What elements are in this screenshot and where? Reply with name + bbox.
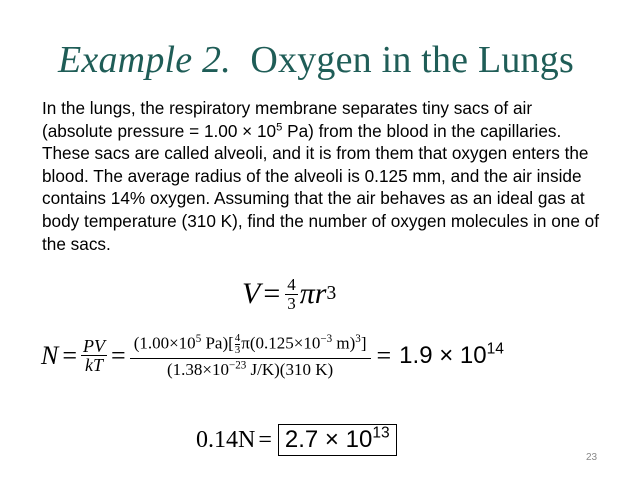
- n-equals-3: =: [376, 340, 392, 370]
- num-part-e: ]: [360, 333, 367, 353]
- final-equals: =: [258, 426, 272, 453]
- substitution-fraction: [130, 331, 371, 381]
- kt-denominator: kT: [85, 355, 104, 376]
- problem-statement: [42, 97, 602, 255]
- den-part-b: J/K)(310 K): [246, 360, 334, 379]
- n-lhs: N: [41, 340, 59, 370]
- num-part-c: π(0.125×10: [241, 333, 321, 353]
- n-result-exp: 14: [486, 340, 504, 358]
- num-exp-a: 5: [195, 332, 202, 345]
- problem-part-2: Pa) from the blood in the capillaries. These sacs are called alveoli, and it is from them that oxygen enters the blood. The average radius of the alveoli is 0.125 mm, and the air inside contains 14% oxygen. Assuming that the air behaves as an ideal gas at body temperature (310 K), find the number of oxygen molecules in one of the sacs.: [42, 120, 600, 254]
- final-answer-mantissa: 2.7 × 10: [284, 426, 373, 453]
- molecule-count-equation: [41, 331, 504, 381]
- problem-exponent: 5: [276, 120, 283, 133]
- num-exp-d: 3: [355, 332, 361, 345]
- substitution-numerator: [130, 331, 371, 358]
- volume-pi: π: [299, 277, 315, 311]
- den-exp-a: −23: [229, 359, 247, 372]
- pv-over-kt-fraction: [81, 337, 107, 376]
- num-part-d: m): [332, 333, 356, 353]
- final-answer-equation: [196, 424, 397, 456]
- n-result-mantissa: 1.9 × 10: [399, 341, 487, 369]
- inner-frac-num: 4: [234, 332, 241, 344]
- num-exp-c: −3: [320, 332, 333, 345]
- n-result: [399, 342, 504, 370]
- num-part-b: Pa)[: [201, 333, 234, 353]
- volume-frac-num: 4: [287, 275, 296, 294]
- n-equals-2: =: [111, 340, 126, 370]
- volume-lhs: V: [242, 277, 261, 311]
- final-lhs: 0.14N: [196, 426, 256, 453]
- num-inner-fraction: [235, 333, 241, 356]
- volume-fraction: [285, 276, 298, 313]
- pv-numerator: PV: [83, 335, 106, 356]
- inner-frac-den: 3: [234, 344, 241, 356]
- problem-part-1: In the lungs, the respiratory membrane separates tiny sacs of air (absolute pressure = 1.00 × 10: [42, 98, 533, 141]
- title-prefix: Example 2.: [58, 39, 231, 81]
- volume-frac-den: 3: [287, 293, 296, 313]
- substitution-denominator: [163, 359, 337, 381]
- n-equals-1: =: [62, 340, 78, 370]
- slide-title: [58, 38, 574, 82]
- title-text: Oxygen in the Lungs: [250, 39, 574, 81]
- final-answer-exp: 13: [372, 424, 390, 442]
- volume-equals: =: [263, 277, 281, 311]
- final-answer-box: [278, 424, 397, 456]
- num-part-a: (1.00×10: [133, 333, 196, 353]
- den-part-a: (1.38×10: [167, 360, 229, 379]
- volume-equation: V = $\frac{4}{3}$ π r 3: [242, 275, 337, 313]
- slide-number: 23: [586, 452, 598, 463]
- volume-r: r: [314, 277, 327, 311]
